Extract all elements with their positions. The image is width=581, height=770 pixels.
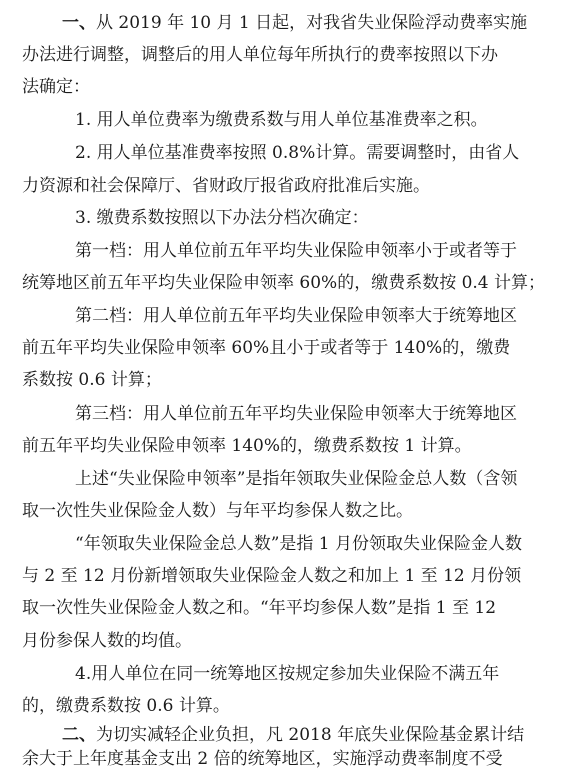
list-item: 2. 用人单位基准费率按照 0.8%计算。需要调整时，由省人 <box>75 143 520 163</box>
list-item: 第二档：用人单位前五年平均失业保险申领率大于统筹地区 <box>75 306 517 326</box>
text-line: 统筹地区前五年平均失业保险申领率 60%的，缴费系数按 0.4 计算； <box>22 273 546 293</box>
text-line: 月份参保人数的均值。 <box>22 631 192 651</box>
text-line: 办法进行调整，调整后的用人单位每年所执行的费率按照以下办 <box>22 45 498 65</box>
text-line: 前五年平均失业保险申领率 140%的，缴费系数按 1 计算。 <box>22 436 472 456</box>
text-content: 从 2019 年 10 月 1 日起，对我省失业保险浮动费率实施 <box>96 13 528 33</box>
list-item: 1. 用人单位费率为缴费系数与用人单位基准费率之积。 <box>75 110 488 130</box>
list-item: 4.用人单位在同一统筹地区按规定参加失业保险不满五年 <box>75 664 500 684</box>
text-line: 法确定： <box>22 77 90 97</box>
text-line <box>62 724 524 746</box>
text-line: 上述“失业保险申领率”是指年领取失业保险金总人数（含领 <box>75 469 518 489</box>
text-line: 前五年平均失业保险申领率 60%且小于或者等于 140%的，缴费 <box>22 338 511 358</box>
text-line: 力资源和社会保障厅、省财政厅报省政府批准后实施。 <box>22 176 430 196</box>
text-line: 取一次性失业保险金人数之和。“年平均参保人数”是指 1 至 12 <box>22 598 497 618</box>
section-number: 一、 <box>62 13 96 33</box>
text-line: 与 2 至 12 月份新增领取失业保险金人数之和加上 1 至 12 月份领 <box>22 566 522 586</box>
list-item: 第三档：用人单位前五年平均失业保险申领率大于统筹地区 <box>75 404 517 424</box>
section-number: 二、 <box>62 725 96 745</box>
text-line: 余大于上年度基金支出 2 倍的统筹地区，实施浮动费率制度不受 <box>22 749 503 769</box>
text-line <box>62 12 527 34</box>
text-line: “年领取失业保险金总人数”是指 1 月份领取失业保险金人数 <box>75 534 523 554</box>
text-line: 取一次性失业保险金人数）与年平均参保人数之比。 <box>22 501 413 521</box>
list-item: 3. 缴费系数按照以下办法分档次确定： <box>75 208 369 228</box>
text-line: 系数按 0.6 计算； <box>22 370 162 390</box>
text-content: 为切实减轻企业负担，凡 2018 年底失业保险基金累计结 <box>96 725 525 745</box>
list-item: 第一档：用人单位前五年平均失业保险申领率小于或者等于 <box>75 241 517 261</box>
text-line: 的，缴费系数按 0.6 计算。 <box>22 696 230 716</box>
